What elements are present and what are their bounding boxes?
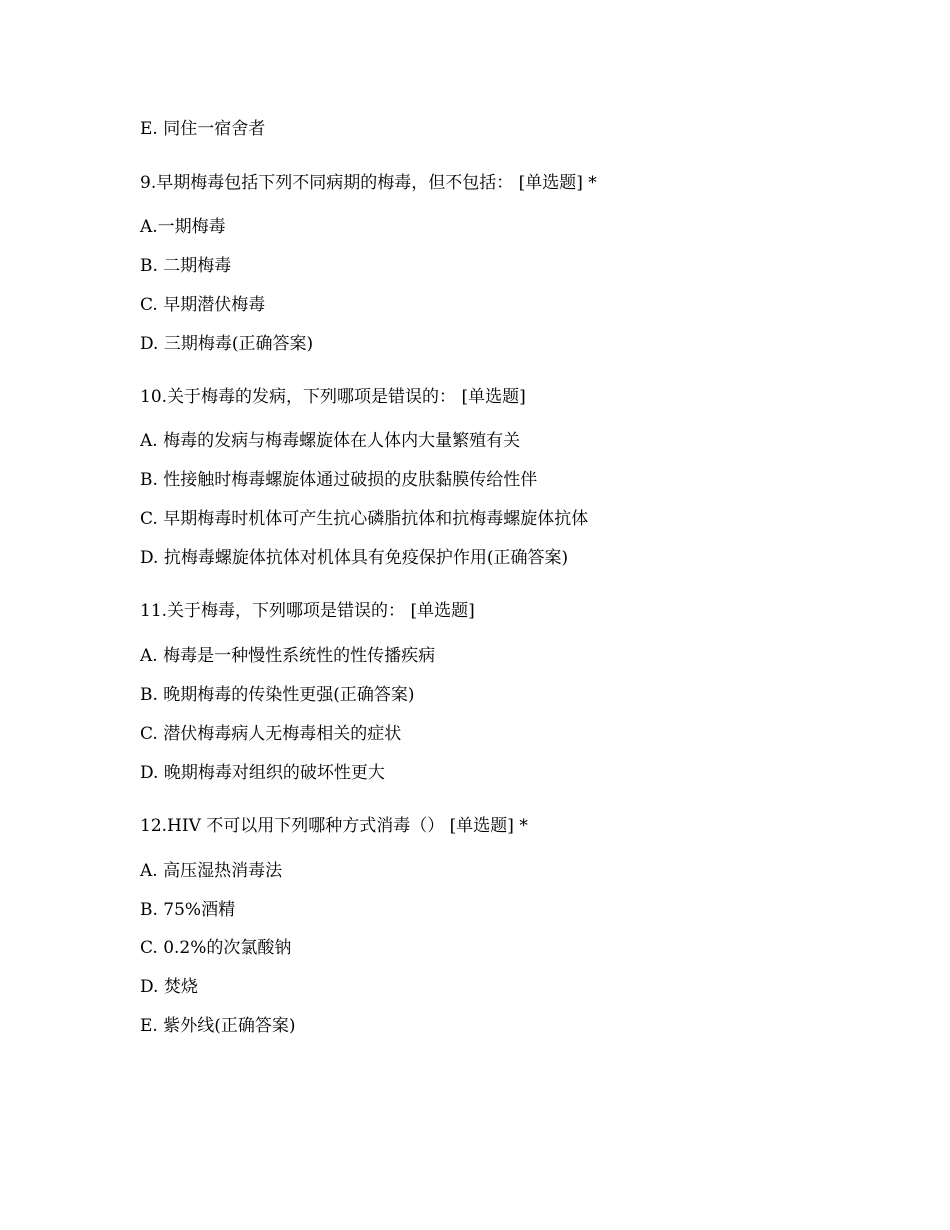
question-12-option-d: D. 焚烧 [140, 977, 198, 997]
question-10-option-c: C. 早期梅毒时机体可产生抗心磷脂抗体和抗梅毒螺旋体抗体 [140, 509, 589, 529]
question-12-stem: 12.HIV 不可以用下列哪种方式消毒（） [单选题] * [140, 816, 528, 836]
question-9-option-d: D. 三期梅毒(正确答案) [140, 334, 314, 354]
question-10-option-a: A. 梅毒的发病与梅毒螺旋体在人体内大量繁殖有关 [140, 431, 521, 451]
question-12-option-e: E. 紫外线(正确答案) [140, 1016, 296, 1036]
question-12-option-c: C. 0.2%的次氯酸钠 [140, 938, 292, 958]
question-12-option-b: B. 75%酒精 [140, 900, 236, 920]
question-11-option-a: A. 梅毒是一种慢性系统性的性传播疾病 [140, 646, 436, 666]
prev-question-option-e: E. 同住一宿舍者 [140, 119, 266, 139]
question-11-stem: 11.关于梅毒，下列哪项是错误的： [单选题] [140, 601, 475, 621]
question-10-option-d: D. 抗梅毒螺旋体抗体对机体具有免疫保护作用(正确答案) [140, 548, 569, 568]
question-10-option-b: B. 性接触时梅毒螺旋体通过破损的皮肤黏膜传给性伴 [140, 470, 538, 490]
question-9-option-a: A.一期梅毒 [140, 217, 226, 237]
question-9-stem: 9.早期梅毒包括下列不同病期的梅毒，但不包括： [单选题] * [140, 173, 597, 193]
question-10-stem: 10.关于梅毒的发病，下列哪项是错误的： [单选题] [140, 387, 526, 407]
question-12-option-a: A. 高压湿热消毒法 [140, 861, 283, 881]
question-9-option-b: B. 二期梅毒 [140, 256, 232, 276]
question-11-option-c: C. 潜伏梅毒病人无梅毒相关的症状 [140, 724, 402, 744]
question-11-option-b: B. 晚期梅毒的传染性更强(正确答案) [140, 685, 415, 705]
question-11-option-d: D. 晚期梅毒对组织的破坏性更大 [140, 763, 385, 783]
question-9-option-c: C. 早期潜伏梅毒 [140, 295, 266, 315]
